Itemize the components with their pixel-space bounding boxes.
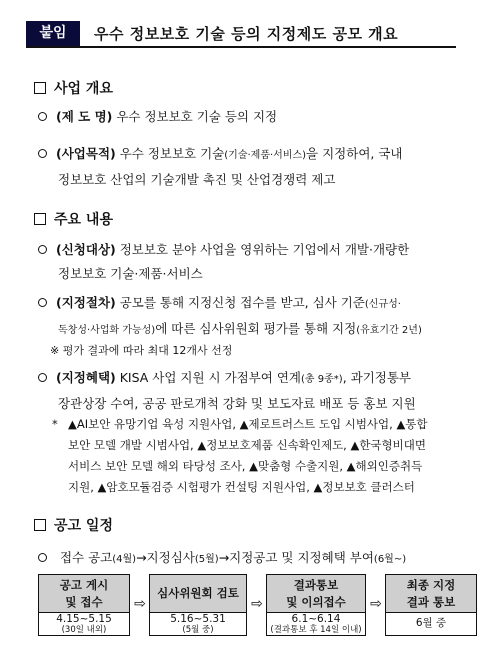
content-item-procedure: (지정절차) 공모를 통해 지정신청 접수를 받고, 심사 기준(신규성· 독창성·사업화 가능성)에 따른 심사위원회 평가를 통해 지정(유효기간 2년) [38,291,464,343]
document-header [26,21,456,48]
content-item-eligibility: (신청대상) 정보보호 분야 사업을 영위하는 기업에서 개발·개량한 정보보호 기술·제품·서비스 [38,238,464,286]
content-item-benefits: (지정혜택) KISA 사업 지원 시 가점부여 연계(총 9종*), 과기정통부 장관상장 수여, 공공 판로개척 강화 및 보도자료 배포 등 홍보 지원 [38,366,464,416]
arrow-right-icon: ⇨ [370,596,382,612]
overview-item-purpose: (사업목적) 우수 정보보호 기술(기술·제품·서비스)을 지정하여, 국내 정보보호 산업의 기술개발 촉진 및 산업경쟁력 제고 [38,142,464,192]
step-announcement: 공고 게시 및 접수 4.15~5.15 (30일 내외) [38,574,130,636]
selection-note: ※ 평가 결과에 따라 최대 12개사 선정 [50,344,233,357]
step-committee-review: 심사위원회 검토 5.16~5.31 (5월 중) [149,574,247,636]
circle-bullet-icon [38,245,47,254]
document-title: 우수 정보보호 기술 등의 지정제도 공모 개요 [94,25,399,43]
square-bullet-icon [34,213,46,225]
arrow-right-icon: ⇨ [251,596,263,612]
square-bullet-icon [34,519,46,531]
section-title-overview: 사업 개요 [34,80,113,98]
circle-bullet-icon [38,373,47,382]
circle-bullet-icon [38,553,47,562]
circle-bullet-icon [38,149,47,158]
section-title-schedule: 공고 일정 [34,517,113,535]
attachment-tag: 붙임 [26,21,80,46]
step-result-notice: 결과통보 및 이의접수 6.1~6.14 (결과통보 후 14일 이내) [266,574,366,636]
arrow-right-icon: ⇨ [134,596,146,612]
circle-bullet-icon [38,112,47,121]
square-bullet-icon [34,82,46,94]
schedule-summary: 접수 공고(4월)→지정심사(5월)→지정공고 및 지정혜택 부여(6월~) [38,546,464,572]
benefit-programs-list: * ▲AI보안 유망기업 육성 지원사업, ▲제로트러스트 도입 시범사업, ▲통합 보안 모델 개발 시범사업, ▲정보보호제품 신속확인제도, ▲한국형비대면 서비스 보안 모델 해외 타당성 조사, ▲맞춤형 수출지원, ▲해외인증취득 지원, ▲암호모듈검증 시험평가 컨설팅 지원사업, ▲정보보호 클러스터 [52,417,428,494]
step-final-designation: 최종 지정 결과 통보 6월 중 [385,574,477,636]
overview-item-program-name: (제 도 명) 우수 정보보호 기술 등의 지정 [38,105,464,129]
circle-bullet-icon [38,298,47,307]
section-title-main-content: 주요 내용 [34,211,113,229]
